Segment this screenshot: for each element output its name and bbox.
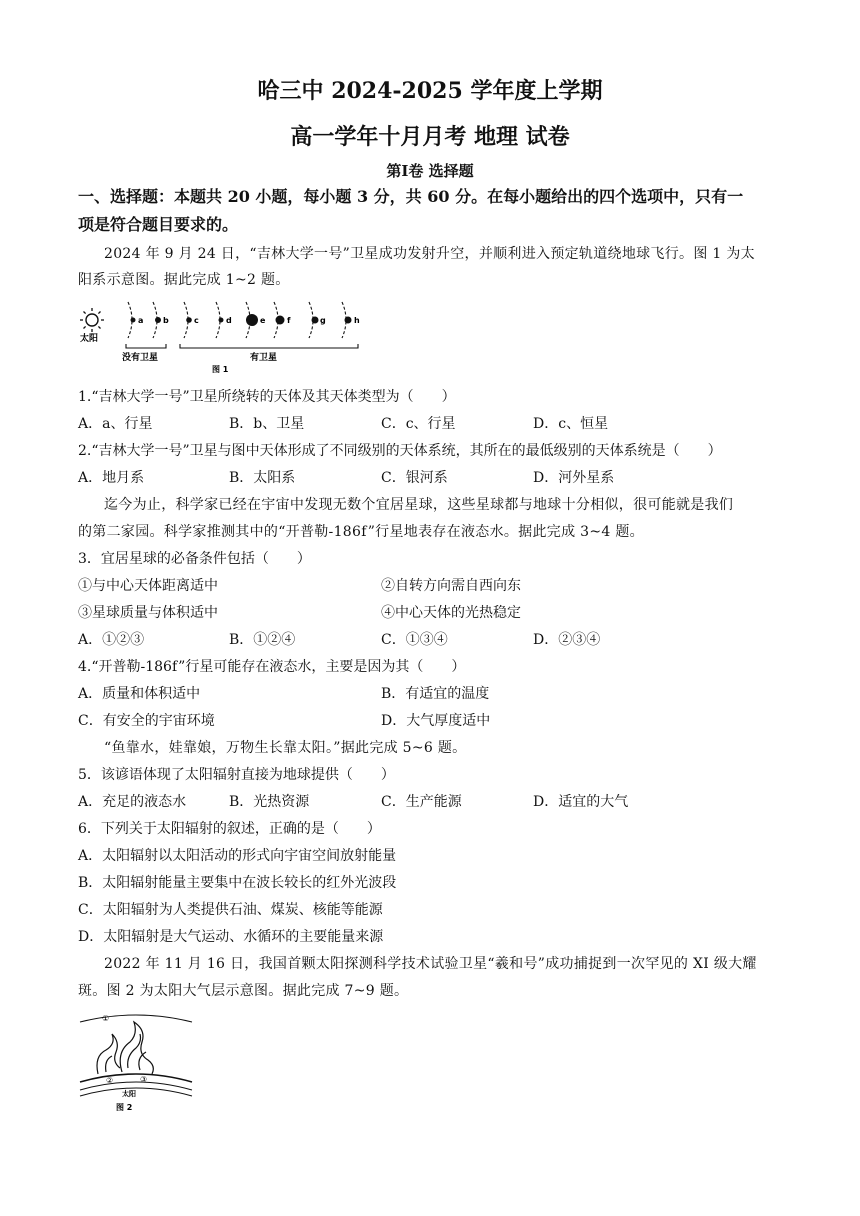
question-1-option-a[interactable]: A．a、行星 — [78, 416, 153, 432]
figure-1-caption: 图 1 — [212, 365, 229, 374]
question-1-stem: 1.“吉林大学一号”卫星所绕转的天体及其天体类型为（ ） — [78, 389, 456, 405]
question-6-option-b[interactable]: B．太阳辐射能量主要集中在波长较长的红外光波段 — [78, 875, 397, 891]
no-satellite-label: 没有卫星 — [122, 353, 159, 363]
question-3-statement-1: ①与中心天体距离适中 — [78, 578, 218, 594]
section-instructions — [78, 183, 786, 239]
section-line-1: 一、选择题：本题共 20 小题，每小题 3 分，共 60 分。在每小题给出的四个选项中，只有一 — [78, 187, 744, 206]
planet-d — [219, 318, 224, 323]
question-1-option-c[interactable]: C．c、行星 — [381, 416, 456, 432]
planet-label-a: a — [138, 316, 144, 325]
question-6-stem: 6．下列关于太阳辐射的叙述，正确的是（ ） — [78, 821, 381, 837]
planet-g — [312, 317, 319, 324]
material1-line1: 2024 年 9 月 24 日，“吉林大学一号”卫星成功发射升空，并顺利进入预定轨道绕地球飞行。图 1 为太 — [104, 246, 755, 262]
question-4-option-d[interactable]: D．大气厚度适中 — [381, 713, 491, 729]
sun-label: 太阳 — [80, 334, 99, 344]
layer-label-1: ① — [102, 1014, 110, 1023]
question-4-stem: 4.“开普勒-186f”行星可能存在液态水，主要是因为其（ ） — [78, 659, 466, 675]
material2-line1: 迄今为止，科学家已经在宇宙中发现无数个宜居星球，这些星球都与地球十分相似，很可能就是我们 — [104, 497, 734, 513]
figure-2-sun-label: 太阳 — [122, 1090, 136, 1098]
material4-line1: 2022 年 11 月 16 日，我国首颗太阳探测科学技术试验卫星“羲和号”成功捕捉到一次罕见的 XI 级大耀 — [104, 956, 757, 972]
planet-label-b: b — [163, 316, 169, 325]
planet-label-h: h — [354, 316, 360, 325]
brace-has-satellite — [180, 344, 358, 348]
question-4-option-a[interactable]: A．质量和体积适中 — [78, 686, 201, 702]
question-1-option-b[interactable]: B．b、卫星 — [229, 416, 305, 432]
question-4-option-b[interactable]: B．有适宜的温度 — [381, 686, 490, 702]
question-1-option-d[interactable]: D．c、恒星 — [533, 416, 609, 432]
planet-h — [345, 317, 352, 324]
question-6-option-c[interactable]: C．太阳辐射为人类提供石油、煤炭、核能等能源 — [78, 902, 383, 918]
question-2-option-d[interactable]: D．河外星系 — [533, 470, 615, 486]
question-2-stem: 2.“吉林大学一号”卫星与图中天体形成了不同级别的天体系统，其所在的最低级别的天体系统是（ ） — [78, 443, 722, 459]
planet-label-d: d — [226, 316, 232, 325]
figure-2-caption: 图 2 — [116, 1103, 133, 1112]
planet-c — [186, 317, 192, 323]
exam-title: 高一学年十月月考 地理 试卷 — [290, 124, 570, 150]
has-satellite-label: 有卫星 — [250, 353, 278, 363]
material1-line2: 阳系示意图。据此完成 1~2 题。 — [78, 272, 290, 288]
question-6-option-a[interactable]: A．太阳辐射以太阳活动的形式向宇宙空间放射能量 — [78, 848, 397, 864]
planet-f — [276, 316, 285, 325]
question-3-option-a[interactable]: A．①②③ — [78, 632, 145, 648]
question-3-statement-3: ③星球质量与体积适中 — [78, 605, 218, 621]
planet-e — [246, 314, 258, 326]
question-3-statement-2: ②自转方向需自西向东 — [381, 578, 521, 594]
material4-line2: 斑。图 2 为太阳大气层示意图。据此完成 7~9 题。 — [78, 983, 409, 999]
question-6-option-d[interactable]: D．太阳辐射是大气运动、水循环的主要能量来源 — [78, 929, 384, 945]
material2-line2: 的第二家园。科学家推测其中的“开普勒-186f”行星地表存在液态水。据此完成 3~4 题。 — [78, 524, 644, 540]
planet-label-c: c — [194, 316, 199, 325]
question-5-option-c[interactable]: C．生产能源 — [381, 794, 462, 810]
question-5-stem: 5．该谚语体现了太阳辐射直接为地球提供（ ） — [78, 767, 395, 783]
planet-label-e: e — [260, 316, 266, 325]
figure-2-solar-atmosphere — [76, 1008, 196, 1112]
question-3-option-c[interactable]: C．①③④ — [381, 632, 448, 648]
question-3-option-d[interactable]: D．②③④ — [533, 632, 601, 648]
question-3-statement-4: ④中心天体的光热稳定 — [381, 605, 521, 621]
section-line-2: 项是符合题目要求的。 — [78, 215, 239, 234]
planet-label-f: f — [287, 316, 291, 325]
brace-no-satellite — [126, 344, 166, 348]
question-2-option-b[interactable]: B．太阳系 — [229, 470, 296, 486]
question-5-option-a[interactable]: A．充足的液态水 — [78, 794, 187, 810]
planet-b — [155, 317, 161, 323]
question-2-option-a[interactable]: A．地月系 — [78, 470, 145, 486]
question-2-option-c[interactable]: C．银河系 — [381, 470, 448, 486]
question-3-option-b[interactable]: B．①②④ — [229, 632, 296, 648]
question-5-option-b[interactable]: B．光热资源 — [229, 794, 310, 810]
school-term-title: 哈三中 2024-2025 学年度上学期 — [257, 78, 603, 104]
question-3-stem: 3．宜居星球的必备条件包括（ ） — [78, 551, 311, 567]
volume-heading: 第Ⅰ卷 选择题 — [386, 162, 474, 180]
question-5-option-d[interactable]: D．适宜的大气 — [533, 794, 629, 810]
layer-label-2: ② — [106, 1076, 114, 1085]
prominence-shapes — [97, 1022, 153, 1074]
material3-line1: “鱼靠水，娃靠娘，万物生长靠太阳。”据此完成 5~6 题。 — [104, 740, 467, 756]
figure-1-solar-system — [76, 296, 376, 376]
question-4-option-c[interactable]: C．有安全的宇宙环境 — [78, 713, 215, 729]
planet-label-g: g — [320, 316, 326, 325]
layer-label-3: ③ — [140, 1075, 148, 1084]
sun-icon — [80, 308, 104, 332]
planet-a — [131, 318, 136, 323]
